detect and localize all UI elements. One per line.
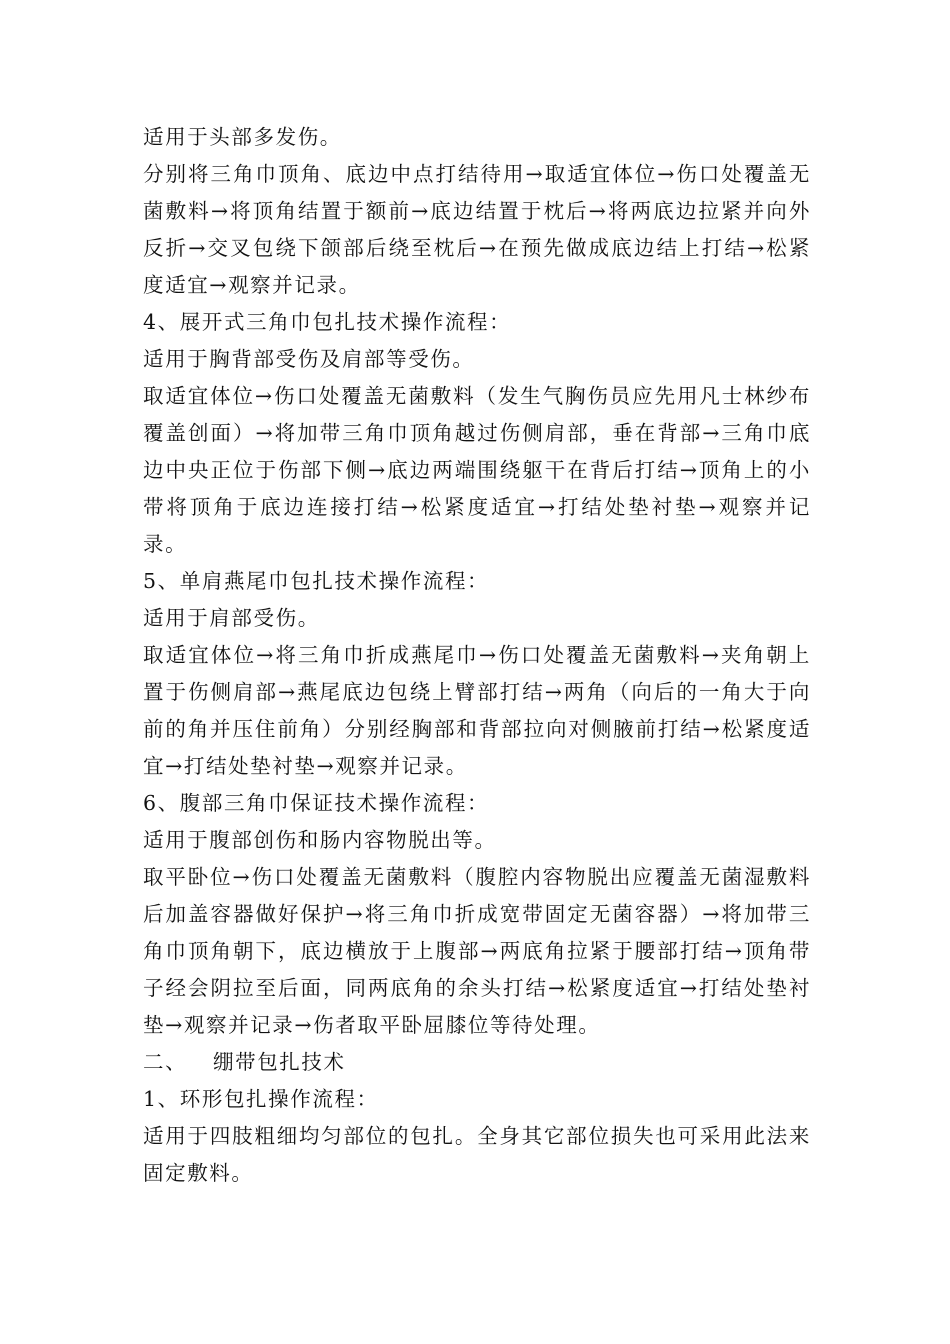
section-heading-number: 二、 [143, 1050, 188, 1074]
paragraph-head-injury-scope: 适用于头部多发伤。 [143, 125, 342, 149]
heading-open-triangle-bandage: 4、展开式三角巾包扎技术操作流程： [143, 310, 512, 334]
paragraph-chest-scope: 适用于胸背部受伤及肩部等受伤。 [143, 347, 475, 371]
section-heading-roller-bandage [143, 1044, 811, 1081]
document-body [143, 119, 811, 1192]
paragraph-abdomen-scope: 适用于腹部创伤和肠内容物脱出等。 [143, 828, 497, 852]
paragraph-abdomen-bandage-steps: 取平卧位→伤口处覆盖无菌敷料（腹腔内容物脱出应覆盖无菌湿敷料后加盖容器做好保护→将三角巾折成宽带固定无菌容器）→将加带三角巾顶角朝下，底边横放于上腹部→两底角拉紧于腰部打结→顶角带子经会阴拉至后面，同两底角的余头打结→松紧度适宜→打结处垫衬垫→观察并记录→伤者取平卧屈膝位等待处理。 [143, 865, 811, 1037]
paragraph-head-bandage-steps: 分别将三角巾顶角、底边中点打结待用→取适宜体位→伤口处覆盖无菌敷料→将顶角结置于额前→底边结置于枕后→将两底边拉紧并向外反折→交叉包绕下颌部后绕至枕后→在预先做成底边结上打结→松紧度适宜→观察并记录。 [143, 162, 811, 297]
paragraph-chest-bandage-steps: 取适宜体位→伤口处覆盖无菌敷料（发生气胸伤员应先用凡士林纱布覆盖创面）→将加带三角巾顶角越过伤侧肩部，垂在背部→三角巾底边中央正位于伤部下侧→底边两端围绕躯干在背后打结→顶角上的小带将顶角于底边连接打结→松紧度适宜→打结处垫衬垫→观察并记录。 [143, 384, 811, 556]
heading-circular-bandage: 1、环形包扎操作流程： [143, 1087, 379, 1111]
section-heading-title: 绷带包扎技术 [213, 1050, 346, 1074]
paragraph-shoulder-bandage-steps: 取适宜体位→将三角巾折成燕尾巾→伤口处覆盖无菌敷料→夹角朝上置于伤侧肩部→燕尾底边包绕上臂部打结→两角（向后的一角大于向前的角并压住前角）分别经胸部和背部拉向对侧腋前打结→松紧度适宜→打结处垫衬垫→观察并记录。 [143, 643, 811, 778]
heading-abdomen-triangle-bandage: 6、腹部三角巾保证技术操作流程： [143, 791, 490, 815]
paragraph-circular-scope: 适用于四肢粗细均匀部位的包扎。全身其它部位损失也可采用此法来固定敷料。 [143, 1124, 811, 1185]
heading-shoulder-swallowtail-bandage: 5、单肩燕尾巾包扎技术操作流程： [143, 569, 490, 593]
paragraph-shoulder-scope: 适用于肩部受伤。 [143, 606, 320, 630]
